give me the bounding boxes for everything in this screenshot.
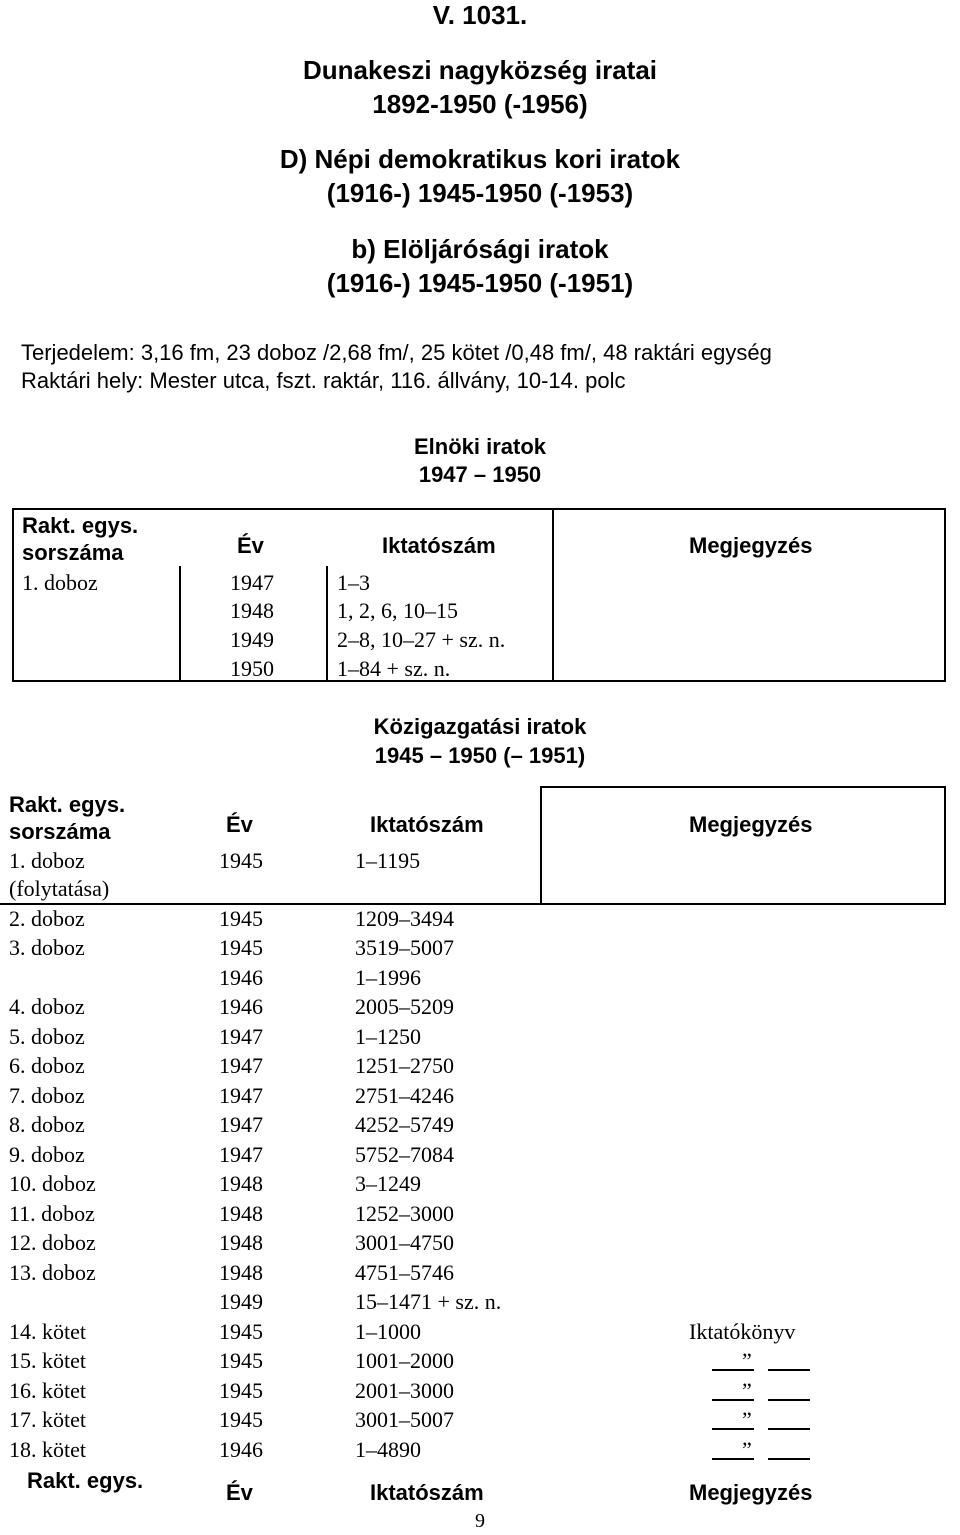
row-regnum: 1251–2750 xyxy=(355,1053,454,1078)
section1-divider xyxy=(326,566,328,682)
section1-year: 1949 xyxy=(230,627,274,652)
row-year: 1948 xyxy=(219,1260,263,1285)
row-regnum: 1–1250 xyxy=(355,1024,421,1049)
subseries-date-range: (1916-) 1945-1950 (-1951) xyxy=(326,268,634,298)
section2-header-regnum: Iktatószám xyxy=(370,812,484,837)
row-regnum: 1252–3000 xyxy=(355,1201,454,1226)
section1-regnum: 1–84 + sz. n. xyxy=(337,656,451,681)
row-year: 1945 xyxy=(219,1348,263,1373)
section1-unit: 1. doboz xyxy=(22,570,98,595)
row-year: 1945 xyxy=(219,848,263,873)
row-unit: 7. doboz xyxy=(9,1083,85,1108)
row-year: 1946 xyxy=(219,994,263,1019)
subseries-title: b) Elöljárósági iratok xyxy=(351,234,609,264)
section1-year: 1948 xyxy=(230,598,274,623)
row-year: 1945 xyxy=(219,1378,263,1403)
row-regnum: 2751–4246 xyxy=(355,1083,454,1108)
row-unit: 4. doboz xyxy=(9,994,85,1019)
row-unit: 1. doboz xyxy=(9,848,85,873)
row-year: 1945 xyxy=(219,1407,263,1432)
row-year: 1948 xyxy=(219,1201,263,1226)
document-date-range: 1892-1950 (-1956) xyxy=(372,89,588,119)
row-year: 1948 xyxy=(219,1230,263,1255)
section2-header-note: Megjegyzés xyxy=(689,812,813,837)
row-unit: 17. kötet xyxy=(9,1407,86,1432)
row-regnum: 15–1471 + sz. n. xyxy=(355,1289,502,1314)
section2-divider xyxy=(944,786,946,903)
ditto-dash xyxy=(768,1369,810,1371)
row-year: 1946 xyxy=(219,965,263,990)
footer-header-regnum: Iktatószám xyxy=(370,1480,484,1505)
row-note: Iktatókönyv xyxy=(689,1319,796,1344)
section2-divider xyxy=(540,786,946,788)
section1-header-regnum: Iktatószám xyxy=(382,533,496,558)
row-unit: 3. doboz xyxy=(9,935,85,960)
row-regnum: 1–4890 xyxy=(355,1437,421,1462)
row-unit: 14. kötet xyxy=(9,1319,86,1344)
row-year: 1946 xyxy=(219,1437,263,1462)
row-regnum: 3519–5007 xyxy=(355,935,454,960)
row-regnum: 2005–5209 xyxy=(355,994,454,1019)
ditto-dash xyxy=(768,1428,810,1430)
row-year: 1945 xyxy=(219,1319,263,1344)
row-regnum: 4751–5746 xyxy=(355,1260,454,1285)
section2-header-year: Év xyxy=(226,812,253,837)
row-unit: 11. doboz xyxy=(9,1201,95,1226)
page-number: 9 xyxy=(475,1510,485,1532)
row-regnum: 1–1000 xyxy=(355,1319,421,1344)
footer-header-year: Év xyxy=(226,1480,253,1505)
row-regnum: 3001–4750 xyxy=(355,1230,454,1255)
row-unit: (folytatása) xyxy=(9,876,110,901)
row-year: 1947 xyxy=(219,1024,263,1049)
row-note: ” xyxy=(742,1407,752,1432)
row-year: 1947 xyxy=(219,1053,263,1078)
section2-divider xyxy=(0,903,946,905)
row-regnum: 1–1996 xyxy=(355,965,421,990)
row-year: 1947 xyxy=(219,1083,263,1108)
section1-year: 1950 xyxy=(230,656,274,681)
row-year: 1948 xyxy=(219,1171,263,1196)
document-title: Dunakeszi nagyközség iratai xyxy=(302,55,658,85)
row-unit: 10. doboz xyxy=(9,1171,96,1196)
row-unit: 9. doboz xyxy=(9,1142,85,1167)
row-regnum: 3–1249 xyxy=(355,1171,421,1196)
section1-header-unit: Rakt. egys. xyxy=(22,513,139,538)
section1-regnum: 2–8, 10–27 + sz. n. xyxy=(337,627,506,652)
row-unit: 15. kötet xyxy=(9,1348,86,1373)
footer-header-note: Megjegyzés xyxy=(689,1480,813,1505)
section1-years: 1947 – 1950 xyxy=(418,462,542,487)
row-regnum: 2001–3000 xyxy=(355,1378,454,1403)
row-note: ” xyxy=(742,1348,752,1373)
row-regnum: 5752–7084 xyxy=(355,1142,454,1167)
row-regnum: 3001–5007 xyxy=(355,1407,454,1432)
row-unit: 12. doboz xyxy=(9,1230,96,1255)
section2-title: Közigazgatási iratok xyxy=(373,714,587,739)
extent-line: Terjedelem: 3,16 fm, 23 doboz /2,68 fm/, 25 kötet /0,48 fm/, 48 raktári egység xyxy=(21,340,772,365)
section2-divider xyxy=(540,786,542,903)
section2-header-unit: Rakt. egys. xyxy=(9,792,126,817)
section2-years: 1945 – 1950 (– 1951) xyxy=(374,743,586,768)
row-year: 1949 xyxy=(219,1289,263,1314)
section1-divider xyxy=(179,566,181,682)
document-code: V. 1031. xyxy=(432,0,528,30)
row-note: ” xyxy=(742,1437,752,1462)
section1-divider xyxy=(552,508,554,682)
row-unit: 13. doboz xyxy=(9,1260,96,1285)
footer-header-unit: Rakt. egys. xyxy=(27,1468,144,1493)
section1-regnum: 1, 2, 6, 10–15 xyxy=(337,598,458,623)
row-regnum: 1001–2000 xyxy=(355,1348,454,1373)
section2-header-unit2: sorszáma xyxy=(9,819,111,844)
ditto-dash xyxy=(768,1399,810,1401)
ditto-dash xyxy=(768,1458,810,1460)
row-regnum: 1–1195 xyxy=(355,848,421,873)
series-title: D) Népi demokratikus kori iratok xyxy=(279,144,681,174)
section1-year: 1947 xyxy=(230,570,274,595)
row-year: 1945 xyxy=(219,935,263,960)
row-regnum: 4252–5749 xyxy=(355,1112,454,1137)
section1-title: Elnöki iratok xyxy=(413,434,547,459)
row-year: 1947 xyxy=(219,1112,263,1137)
row-unit: 8. doboz xyxy=(9,1112,85,1137)
section1-header-note: Megjegyzés xyxy=(689,533,813,558)
row-unit: 16. kötet xyxy=(9,1378,86,1403)
section1-regnum: 1–3 xyxy=(337,570,370,595)
section1-header-unit2: sorszáma xyxy=(22,540,124,565)
row-unit: 6. doboz xyxy=(9,1053,85,1078)
series-date-range: (1916-) 1945-1950 (-1953) xyxy=(326,178,634,208)
row-regnum: 1209–3494 xyxy=(355,906,454,931)
row-unit: 18. kötet xyxy=(9,1437,86,1462)
location-line: Raktári hely: Mester utca, fszt. raktár, 116. állvány, 10-14. polc xyxy=(21,368,626,393)
row-year: 1947 xyxy=(219,1142,263,1167)
row-unit: 5. doboz xyxy=(9,1024,85,1049)
row-unit: 2. doboz xyxy=(9,906,85,931)
row-year: 1945 xyxy=(219,906,263,931)
section1-header-year: Év xyxy=(237,533,264,558)
row-note: ” xyxy=(742,1378,752,1403)
